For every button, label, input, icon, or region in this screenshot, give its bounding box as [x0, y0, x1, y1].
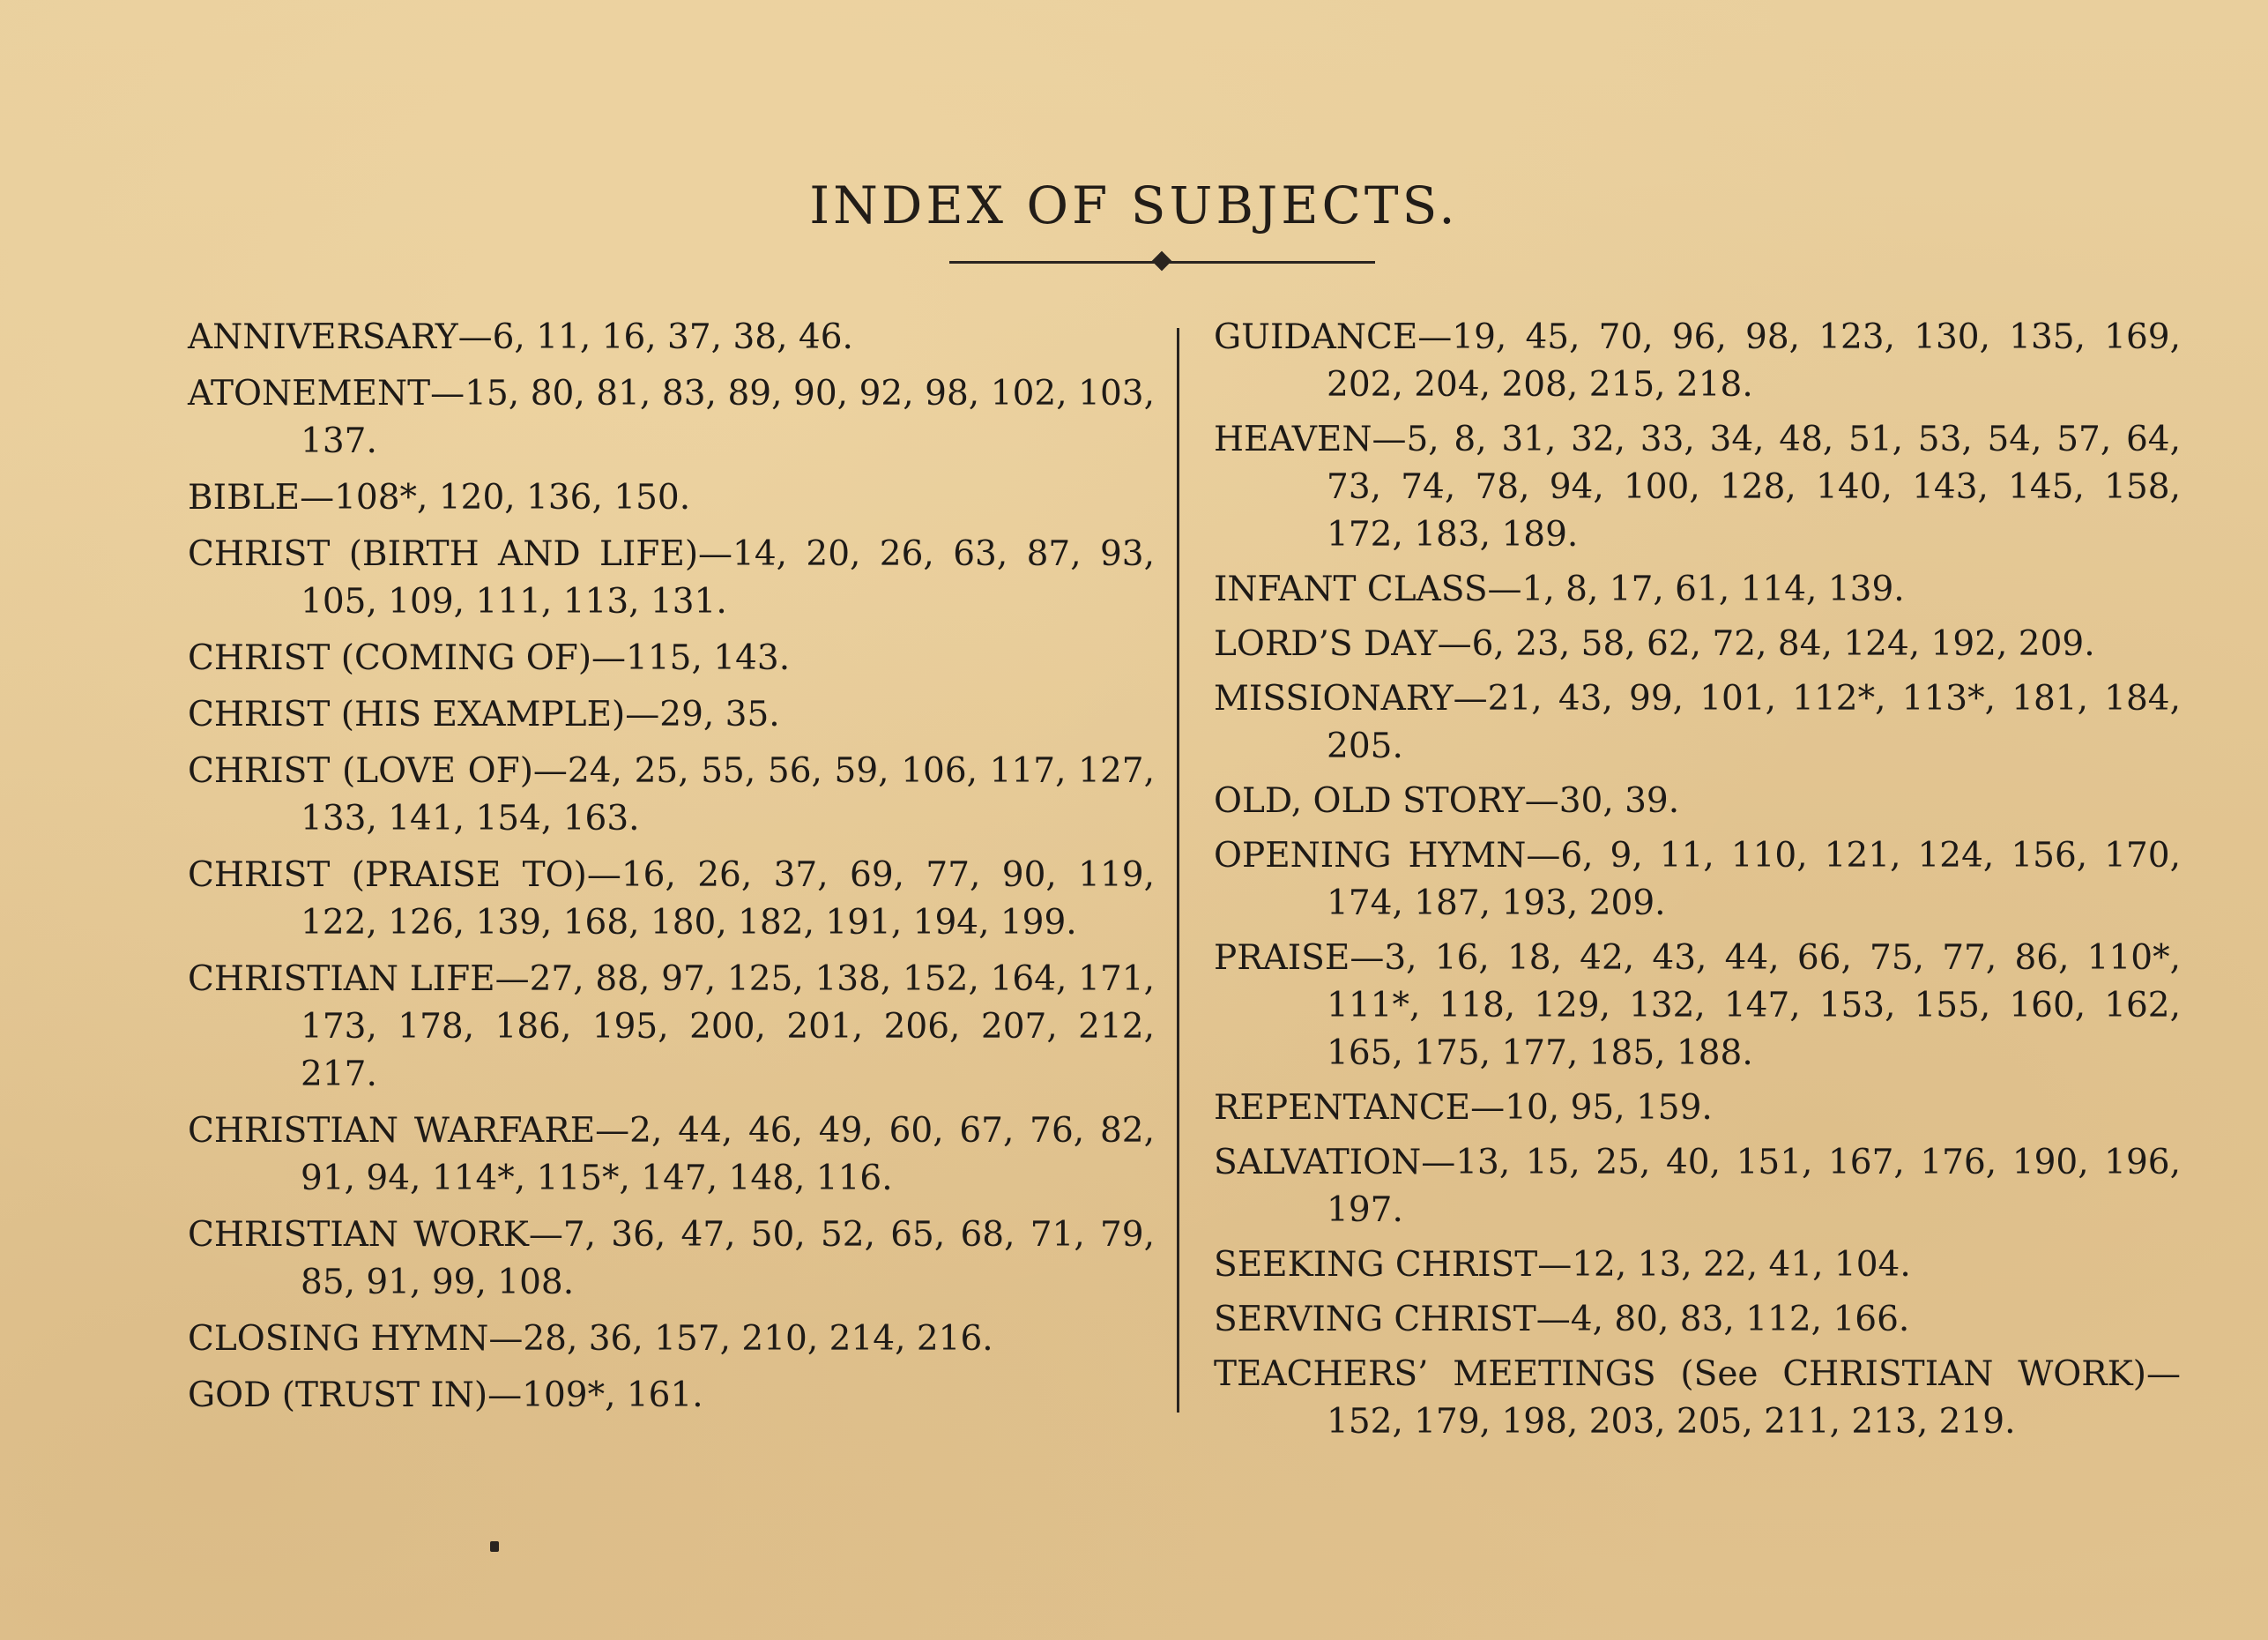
index-entry: LORD’S DAY—6, 23, 58, 62, 72, 84, 124, 192, 209. [1214, 624, 2095, 664]
ink-speck [490, 1541, 499, 1552]
index-entry: INFANT CLASS—1, 8, 17, 61, 114, 139. [1214, 570, 1905, 609]
index-entry: OPENING HYMN—6, 9, 11, 110, 121, 124, 156, 170, 174, 187, 193, 209. [1214, 836, 2181, 923]
index-entry: CLOSING HYMN—28, 36, 157, 210, 214, 216. [188, 1319, 993, 1359]
index-entry: SERVING CHRIST—4, 80, 83, 112, 166. [1214, 1300, 1910, 1339]
index-entry: TEACHERS’ MEETINGS (See CHRISTIAN WORK)—152, 179, 198, 203, 205, 211, 213, 219. [1214, 1354, 2181, 1442]
index-entry: SALVATION—13, 15, 25, 40, 151, 167, 176, 190, 196, 197. [1214, 1143, 2181, 1230]
index-entry: GUIDANCE—19, 45, 70, 96, 98, 123, 130, 135, 169, 202, 204, 208, 215, 218. [1214, 317, 2181, 405]
index-entry: HEAVEN—5, 8, 31, 32, 33, 34, 48, 51, 53, 54, 57, 64, 73, 74, 78, 94, 100, 128, 140, 143, 145, 158, 172, 183, 189. [1214, 420, 2181, 555]
index-entry: OLD, OLD STORY—30, 39. [1214, 781, 1680, 821]
index-entry: CHRIST (HIS EXAMPLE)—29, 35. [188, 695, 780, 734]
index-entry: GOD (TRUST IN)—109*, 161. [188, 1375, 703, 1415]
index-entry: CHRIST (BIRTH AND LIFE)—14, 20, 26, 63, 87, 93, 105, 109, 111, 113, 131. [188, 534, 1155, 622]
page-title: INDEX OF SUBJECTS. [809, 175, 1459, 235]
index-entry: CHRISTIAN LIFE—27, 88, 97, 125, 138, 152, 164, 171, 173, 178, 186, 195, 200, 201, 206, 207, 212, 217. [188, 959, 1155, 1094]
column-divider [1177, 328, 1179, 1413]
index-entry: PRAISE—3, 16, 18, 42, 43, 44, 66, 75, 77, 86, 110*, 111*, 118, 129, 132, 147, 153, 155, 160, 162, 165, 175, 177, 185, 188. [1214, 938, 2181, 1073]
index-entry: CHRISTIAN WORK—7, 36, 47, 50, 52, 65, 68, 71, 79, 85, 91, 99, 108. [188, 1215, 1155, 1302]
index-entry: CHRISTIAN WARFARE—2, 44, 46, 49, 60, 67, 76, 82, 91, 94, 114*, 115*, 147, 148, 116. [188, 1111, 1155, 1198]
index-column-right [1214, 314, 2181, 1453]
index-entry: CHRIST (PRAISE TO)—16, 26, 37, 69, 77, 90, 119, 122, 126, 139, 168, 180, 182, 191, 194, 199. [188, 855, 1155, 943]
index-entry: CHRIST (LOVE OF)—24, 25, 55, 56, 59, 106, 117, 127, 133, 141, 154, 163. [188, 751, 1155, 839]
index-entry: ATONEMENT—15, 80, 81, 83, 89, 90, 92, 98, 102, 103, 137. [188, 374, 1155, 461]
index-entry: ANNIVERSARY—6, 11, 16, 37, 38, 46. [188, 317, 853, 357]
index-entry: CHRIST (COMING OF)—115, 143. [188, 638, 791, 678]
index-entry: REPENTANCE—10, 95, 159. [1214, 1088, 1713, 1128]
index-entry: MISSIONARY—21, 43, 99, 101, 112*, 113*, 181, 184, 205. [1214, 679, 2181, 766]
index-entry: BIBLE—108*, 120, 136, 150. [188, 478, 691, 518]
index-column-left [188, 314, 1155, 1428]
title-ornament-diamond-icon [1152, 251, 1172, 272]
index-entry: SEEKING CHRIST—12, 13, 22, 41, 104. [1214, 1245, 1911, 1285]
